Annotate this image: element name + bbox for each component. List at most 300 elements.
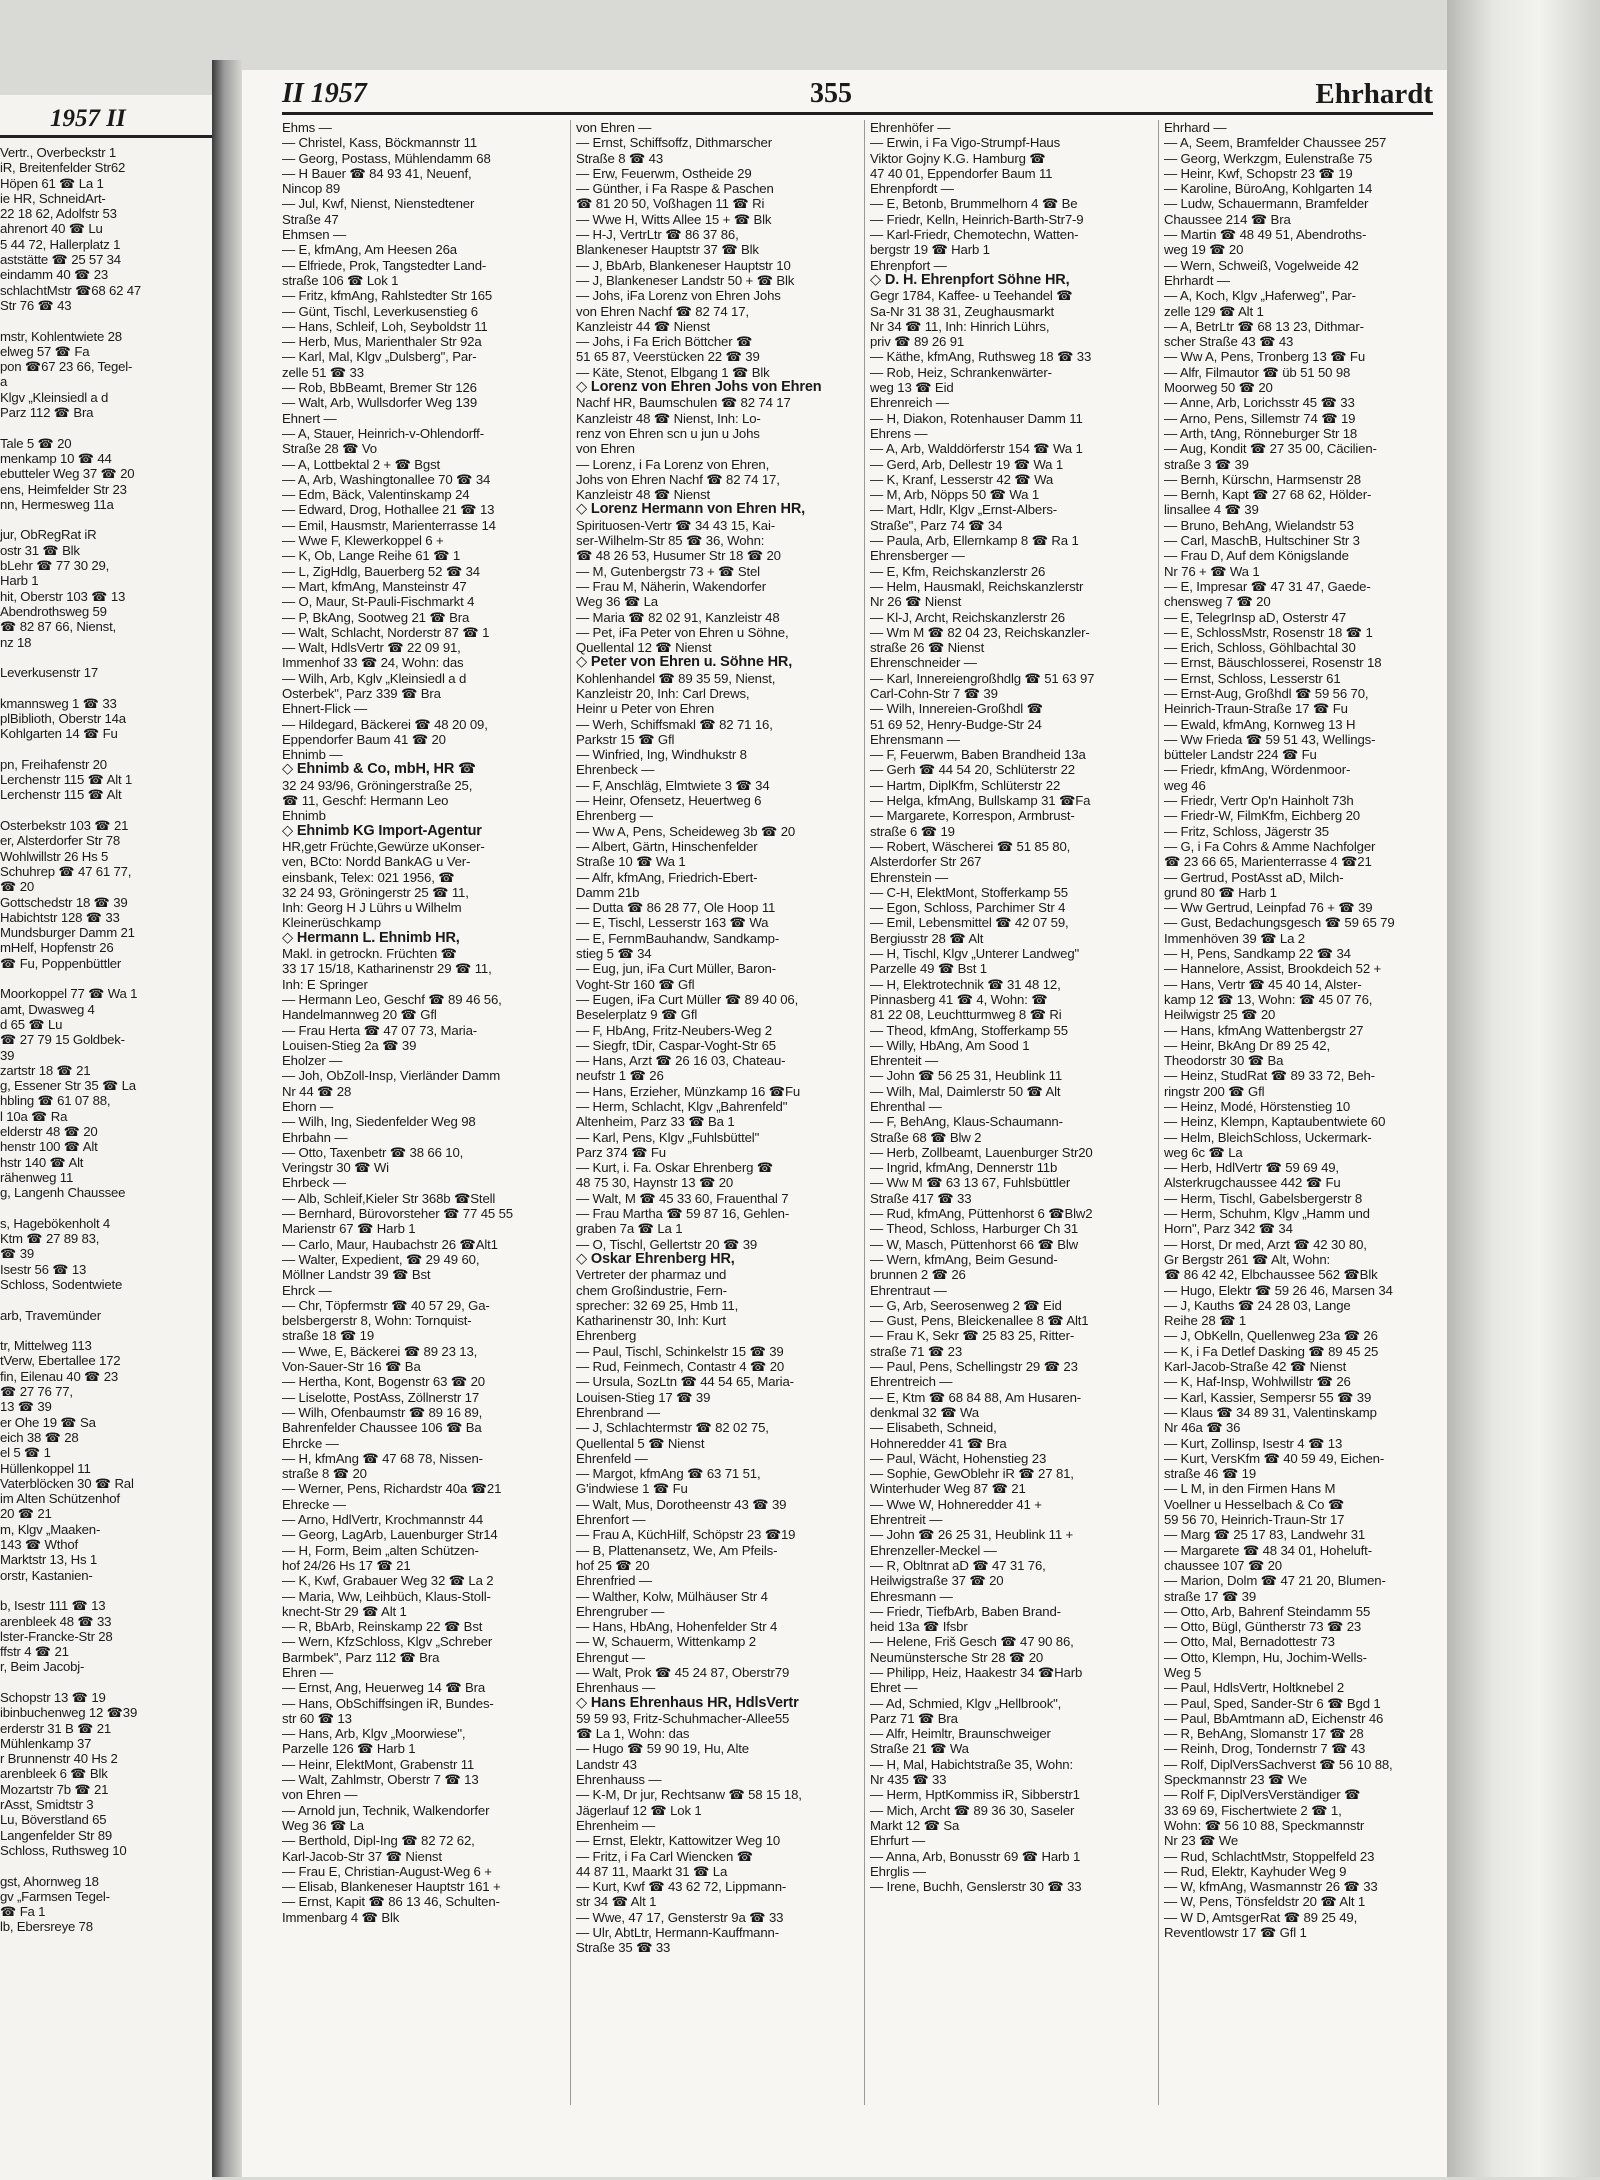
directory-entry-line: grund 80 ☎ Harb 1: [1164, 884, 1277, 900]
directory-entry-line: Johs von Ehren Nachf ☎ 82 74 17,: [576, 471, 780, 487]
directory-entry-line: Barmbek", Parz 112 ☎ Bra: [282, 1649, 440, 1665]
directory-entry-line: — A, Arb, Walddörferstr 154 ☎ Wa 1: [870, 441, 1083, 457]
directory-entry-line: Heilwigstr 25 ☎ 20: [1164, 1007, 1276, 1023]
directory-entry-line: — L M, in den Firmen Hans M: [1164, 1481, 1336, 1497]
directory-entry-line: — H, Tischl, Klgv „Unterer Landweg": [870, 946, 1080, 962]
directory-entry-line: g, Essener Str 35 ☎ La: [0, 1078, 136, 1094]
directory-entry-line: Mundsburger Damm 21: [0, 925, 135, 941]
directory-entry-line: Ehrbeck —: [282, 1175, 346, 1191]
directory-entry-line: chem Großindustrie, Fern-: [576, 1282, 727, 1298]
directory-entry-line: — G, Arb, Seerosenweg 2 ☎ Eid: [870, 1297, 1062, 1313]
directory-entry-line: r Brunnenstr 40 Hs 2: [0, 1751, 118, 1767]
directory-entry-line: — Frau A, KüchHilf, Schöpstr 23 ☎19: [576, 1527, 796, 1543]
directory-entry-line: chensweg 7 ☎ 20: [1164, 594, 1271, 610]
directory-entry-line: — Ernst-Aug, Großhdl ☎ 59 56 70,: [1164, 685, 1369, 701]
header-volume-year: II 1957: [282, 78, 367, 109]
column-divider: [570, 120, 571, 2105]
directory-entry-line: bergstr 19 ☎ Harb 1: [870, 242, 990, 258]
directory-entry-line: — Christel, Kass, Böckmannstr 11: [282, 135, 478, 151]
directory-entry-line: — H, Form, Beim „alten Schützen-: [282, 1542, 479, 1558]
directory-entry-line: — M, Arb, Nöpps 50 ☎ Wa 1: [870, 487, 1040, 503]
directory-entry-line: — Wwe W, Hohneredder 41 +: [870, 1496, 1042, 1512]
directory-entry-line: — Edm, Bäck, Valentinskamp 24: [282, 487, 470, 503]
directory-entry-line: — O, Maur, St-Pauli-Fischmarkt 4: [282, 594, 475, 610]
directory-entry-line: chaussee 107 ☎ 20: [1164, 1557, 1282, 1573]
directory-entry-line: Straße 8 ☎ 43: [576, 150, 664, 166]
directory-entry-line: [0, 680, 205, 695]
directory-entry-line: — Bruno, BehAng, Wielandstr 53: [1164, 517, 1354, 533]
directory-entry-line: Höpen 61 ☎ La 1: [0, 175, 104, 191]
directory-entry-line: hof 24/26 Hs 17 ☎ 21: [282, 1557, 411, 1573]
directory-entry-line: — H-J, VertrLtr ☎ 86 37 86,: [576, 227, 739, 243]
directory-entry-line: — Walt, M ☎ 45 33 60, Frauenthal 7: [576, 1190, 789, 1206]
directory-entry-line: Kleinerüschkamp: [282, 915, 381, 931]
directory-entry-line: Immenbarg 4 ☎ Blk: [282, 1909, 400, 1925]
directory-entry-line: Straße 68 ☎ Blw 2: [870, 1129, 982, 1145]
directory-entry-line: priv ☎ 89 26 91: [870, 334, 965, 350]
directory-entry-line: — A, Seem, Bramfelder Chaussee 257: [1164, 135, 1387, 151]
directory-entry-line: — Edward, Drog, Hothallee 21 ☎ 13: [282, 502, 495, 518]
directory-entry-line: — Elisab, Blankeneser Hauptstr 161 +: [282, 1879, 501, 1895]
directory-entry-line: Gegr 1784, Kaffee- u Teehandel ☎: [870, 288, 1073, 304]
directory-entry-line: Nr 44 ☎ 28: [282, 1083, 352, 1099]
directory-entry-line: — A, Lottbektal 2 + ☎ Bgst: [282, 456, 441, 472]
directory-entry-line: — Erw, Feuerwm, Ostheide 29: [576, 165, 752, 181]
directory-entry-line: ☎ 27 76 77,: [0, 1384, 73, 1400]
directory-entry-line: erderstr 31 B ☎ 21: [0, 1720, 112, 1736]
directory-entry-line: — Frau K, Sekr ☎ 25 83 25, Ritter-: [870, 1328, 1075, 1344]
directory-entry-line: — Wwe, 47 17, Gensterstr 9a ☎ 33: [576, 1909, 784, 1925]
directory-entry-line: Winterhuder Weg 87 ☎ 21: [870, 1481, 1026, 1497]
directory-entry-line: Nr 435 ☎ 33: [870, 1772, 947, 1788]
directory-entry-line: hbling ☎ 61 07 88,: [0, 1093, 111, 1109]
directory-entry-line: — Elfriede, Prok, Tangstedter Land-: [282, 257, 487, 273]
directory-entry-line: Kanzleistr 20, Inh: Carl Drews,: [576, 685, 750, 701]
directory-entry-line: — Georg, Werkzgm, Eulenstraße 75: [1164, 150, 1373, 166]
directory-entry-line: — A, BetrLtr ☎ 68 13 23, Dithmar-: [1164, 318, 1364, 334]
directory-entry-line: Chaussee 214 ☎ Bra: [1164, 211, 1291, 227]
directory-entry-line: gv „Farmsen Tegel-: [0, 1888, 110, 1904]
directory-entry-line: von Ehren —: [576, 120, 652, 135]
directory-entry-line: — Hans, Erzieher, Münzkamp 16 ☎Fu: [576, 1083, 801, 1099]
directory-entry-line: — Mart, kfmAng, Mansteinstr 47: [282, 578, 467, 594]
directory-entry-line: Nr 46a ☎ 36: [1164, 1420, 1241, 1436]
directory-entry-line: — Hans, Arzt ☎ 26 16 03, Chateau-: [576, 1053, 786, 1069]
directory-entry-line: Parz 71 ☎ Bra: [870, 1710, 958, 1726]
directory-entry-line: Voellner u Hesselbach & Co ☎: [1164, 1496, 1345, 1512]
directory-entry-line: 20 ☎ 21: [0, 1506, 52, 1522]
directory-entry-line: — Frau D, Auf dem Königslande: [1164, 548, 1349, 564]
directory-entry-line: Louisen-Stieg 2a ☎ 39: [282, 1037, 417, 1053]
directory-entry-line: mHelf, Hopfenstr 26: [0, 940, 114, 956]
directory-entry-line: — Kurt, VersKfm ☎ 40 59 49, Eichen-: [1164, 1450, 1385, 1466]
directory-entry-line: — Ww Frieda ☎ 59 51 43, Wellings-: [1164, 731, 1376, 747]
directory-entry-line: Ehnert —: [282, 410, 337, 426]
directory-entry-line: Mühlenkamp 37: [0, 1735, 92, 1751]
directory-entry-line: 22 18 62, Adolfstr 53: [0, 206, 117, 222]
directory-entry-line: — Hildegard, Bäckerei ☎ 48 20 09,: [282, 716, 488, 732]
directory-entry-line: — Herb, HdlVertr ☎ 59 69 49,: [1164, 1160, 1339, 1176]
directory-entry-line: Klgv „Kleinsiedl a d: [0, 389, 109, 405]
directory-entry-line: — F, Feuerwm, Baben Brandheid 13a: [870, 747, 1086, 763]
directory-entry-line: Mozartstr 7b ☎ 21: [0, 1781, 109, 1797]
directory-entry-line: — Reinh, Drog, Tondernstr 7 ☎ 43: [1164, 1741, 1366, 1757]
directory-entry-line: Blankeneser Hauptstr 37 ☎ Blk: [576, 242, 759, 258]
directory-entry-line: — John ☎ 26 25 31, Heublink 11 +: [870, 1527, 1074, 1543]
directory-entry-line: Ehms —: [282, 120, 332, 135]
directory-entry-line: — Margarete ☎ 48 34 01, Hoheluft-: [1164, 1542, 1372, 1558]
directory-entry-line: — Elisabeth, Schneid,: [870, 1420, 997, 1436]
directory-entry-line: graben 7a ☎ La 1: [576, 1221, 683, 1237]
directory-entry-line: — Sophie, GewOblehr iR ☎ 27 81,: [870, 1466, 1074, 1482]
directory-entry-line: ☎ 20: [0, 879, 34, 895]
directory-entry-line: ☎ Fa 1: [0, 1904, 46, 1920]
directory-entry-line: Parkstr 15 ☎ Gfl: [576, 731, 675, 747]
directory-entry-line: Ehrenteit —: [870, 1053, 938, 1069]
directory-entry-line: — C-H, ElektMont, Stofferkamp 55: [870, 884, 1068, 900]
directory-entry-line: — Ww M ☎ 63 13 67, Fuhlsbüttler: [870, 1175, 1071, 1191]
directory-entry-line: — Hannelore, Assist, Brookdeich 52 +: [1164, 961, 1382, 977]
directory-entry-line: — Rolf, DiplVersSachverst ☎ 56 10 88,: [1164, 1756, 1393, 1772]
directory-entry-line: — Karl-Friedr, Chemotechn, Watten-: [870, 227, 1079, 243]
directory-entry-line: — W, Schauerm, Wittenkamp 2: [576, 1634, 756, 1650]
directory-entry-line: er, Alsterdorfer Str 78: [0, 833, 121, 849]
directory-entry-line: von Ehren: [576, 441, 635, 457]
directory-entry-line: lster-Francke-Str 28: [0, 1628, 113, 1644]
directory-entry-line: — Emil, Lebensmittel ☎ 42 07 59,: [870, 915, 1069, 931]
directory-entry-line: — Lorenz, i Fa Lorenz von Ehren,: [576, 456, 770, 472]
directory-entry-line: sprecher: 32 69 25, Hmb 11,: [576, 1297, 739, 1313]
directory-entry-line: — Georg, LagArb, Lauenburger Str14: [282, 1527, 498, 1543]
directory-entry-line: brunnen 2 ☎ 26: [870, 1267, 966, 1283]
directory-entry-line: belsbergerstr 8, Wohn: Tornquist-: [282, 1313, 472, 1329]
directory-entry-line: [0, 1200, 205, 1215]
directory-entry-line: — J, BbArb, Blankeneser Hauptstr 10: [576, 257, 791, 273]
directory-entry-line: — E, Impresar ☎ 47 31 47, Gaede-: [1164, 578, 1371, 594]
directory-entry-line: Ktm ☎ 27 89 83,: [0, 1231, 100, 1247]
directory-entry-line: [0, 1292, 205, 1307]
directory-entry-line: — Hugo, Elektr ☎ 59 26 46, Marsen 34: [1164, 1282, 1393, 1298]
directory-entry-line: Ehret —: [870, 1680, 918, 1696]
directory-entry-line: Pinnasberg 41 ☎ 4, Wohn: ☎: [870, 991, 1048, 1007]
directory-entry-line: — Käthe, kfmAng, Ruthsweg 18 ☎ 33: [870, 349, 1092, 365]
directory-entry-line: Ehrglis —: [870, 1863, 926, 1879]
directory-entry-line: Vaterblöcken 30 ☎ Ral: [0, 1475, 134, 1491]
directory-entry-line: ◇ Ehnimb & Co, mbH, HR ☎: [282, 762, 476, 778]
directory-entry-line: elderstr 48 ☎ 20: [0, 1124, 98, 1139]
directory-entry-line: Harb 1: [0, 573, 39, 589]
directory-entry-line: a: [0, 374, 8, 390]
directory-entry-line: Kanzleistr 48 ☎ Nienst, Inh: Lo-: [576, 410, 761, 426]
directory-entry-line: — Arno, Pens, Sillemstr 74 ☎ 19: [1164, 410, 1356, 426]
directory-entry-line: Viktor Gojny K.G. Hamburg ☎: [870, 150, 1046, 166]
directory-entry-line: — Wwe F, Klewerkoppel 6 +: [282, 533, 444, 549]
directory-entry-line: — Paul, Tischl, Schinkelstr 15 ☎ 39: [576, 1343, 784, 1359]
directory-entry-line: Neumünstersche Str 28 ☎ 20: [870, 1649, 1044, 1665]
directory-entry-line: nz 18: [0, 634, 32, 650]
directory-entry-line: — Marg ☎ 25 17 83, Landwehr 31: [1164, 1527, 1366, 1543]
directory-entry-line: — Günther, i Fa Raspe & Paschen: [576, 181, 774, 197]
directory-entry-line: — Mart, Hdlr, Klgv „Ernst-Albers-: [870, 502, 1058, 518]
directory-entry-line: — K, Haf-Insp, Wohlwillstr ☎ 26: [1164, 1374, 1351, 1390]
directory-entry-line: — Walther, Kolw, Mülhäuser Str 4: [576, 1588, 768, 1604]
directory-entry-line: r, Beim Jacobj-: [0, 1659, 85, 1675]
directory-entry-line: Ehrenheim —: [576, 1817, 655, 1833]
directory-entry-line: — E, FernmBauhandw, Sandkamp-: [576, 930, 780, 946]
directory-entry-line: Gottschedstr 18 ☎ 39: [0, 894, 128, 910]
directory-entry-line: — Ww Gertrud, Leinpfad 76 + ☎ 39: [1164, 900, 1373, 916]
directory-entry-line: — W D, AmtsgerRat ☎ 89 25 49,: [1164, 1909, 1358, 1925]
directory-entry-line: — Emil, Hausmstr, Marienterrasse 14: [282, 517, 496, 533]
directory-entry-line: — J, Schlachtermstr ☎ 82 02 75,: [576, 1420, 769, 1436]
left-page-column: [0, 145, 205, 2175]
directory-entry-line: — P, BkAng, Sootweg 21 ☎ Bra: [282, 609, 470, 625]
directory-entry-line: Ehrenschneider —: [870, 655, 977, 671]
directory-entry-line: — Gertrud, PostAsst aD, Milch-: [1164, 869, 1344, 885]
directory-entry-line: [0, 512, 205, 527]
directory-entry-line: — Herb, Mus, Marienthaler Str 92a: [282, 334, 482, 350]
column-divider: [1158, 120, 1159, 2105]
directory-entry-line: 32 24 93, Gröningerstr 25 ☎ 11,: [282, 884, 469, 900]
directory-entry-line: 59 59 93, Fritz-Schuhmacher-Allee55: [576, 1710, 790, 1726]
directory-entry-line: — E, TelegrInsp aD, Osterstr 47: [1164, 609, 1347, 625]
directory-entry-line: — Helm, Hausmakl, Reichskanzlerstr: [870, 578, 1084, 594]
directory-entry-line: — R, Obltnrat aD ☎ 47 31 76,: [870, 1557, 1046, 1573]
directory-entry-line: er Ohe 19 ☎ Sa: [0, 1414, 96, 1430]
directory-entry-line: Nincop 89: [282, 181, 341, 197]
directory-entry-line: — J, Blankeneser Landstr 50 + ☎ Blk: [576, 272, 795, 288]
directory-entry-line: Ehrenhauss —: [576, 1772, 662, 1788]
directory-entry-line: Ehrenfeld —: [576, 1450, 648, 1466]
directory-entry-line: denkmal 32 ☎ Wa: [870, 1404, 979, 1420]
directory-entry-line: — Friedr, Kelln, Heinrich-Barth-Str7-9: [870, 211, 1084, 227]
directory-entry-line: Schloss, Ruthsweg 10: [0, 1842, 127, 1858]
column-divider: [864, 120, 865, 2105]
directory-entry-line: — Winfried, Ing, Windhukstr 8: [576, 747, 747, 763]
directory-entry-line: Hüllenkoppel 11: [0, 1460, 91, 1476]
directory-entry-line: Kanzleistr 44 ☎ Nienst: [576, 318, 711, 334]
directory-entry-line: Quellental 12 ☎ Nienst: [576, 640, 712, 656]
directory-entry-line: [0, 742, 205, 757]
directory-entry-line: — K, Kranf, Lesserstr 42 ☎ Wa: [870, 471, 1054, 487]
directory-entry-line: — Ad, Schmied, Klgv „Hellbrook",: [870, 1695, 1062, 1711]
directory-entry-line: Ehrenfried —: [576, 1573, 652, 1589]
directory-entry-line: neufstr 1 ☎ 26: [576, 1068, 664, 1084]
directory-entry-line: — Mich, Archt ☎ 89 36 30, Saseler: [870, 1802, 1075, 1818]
directory-entry-line: — Wern, KfzSchloss, Klgv „Schreber: [282, 1634, 493, 1650]
directory-entry-line: fin, Eilenau 40 ☎ 23: [0, 1368, 119, 1384]
directory-entry-line: Ehrhardt —: [1164, 272, 1230, 288]
directory-entry-line: 51 69 52, Henry-Budge-Str 24: [870, 716, 1042, 732]
directory-entry-line: — Liselotte, PostAss, Zöllnerstr 17: [282, 1389, 480, 1405]
directory-entry-line: — Wwe H, Witts Allee 15 + ☎ Blk: [576, 211, 772, 227]
book-gutter: [212, 60, 242, 2177]
directory-entry-line: 81 22 08, Leuchtturmweg 8 ☎ Ri: [870, 1007, 1062, 1023]
directory-entry-line: straße 3 ☎ 39: [1164, 456, 1249, 472]
directory-entry-line: — Pet, iFa Peter von Ehren u Söhne,: [576, 624, 789, 640]
directory-entry-line: 39: [0, 1047, 15, 1063]
directory-entry-line: — K, Kwf, Grabauer Weg 32 ☎ La 2: [282, 1573, 494, 1589]
directory-entry-line: — Herm, Schuhm, Klgv „Hamm und: [1164, 1206, 1370, 1222]
directory-entry-line: — Friedr, kfmAng, Wördenmoor-: [1164, 762, 1351, 778]
directory-entry-line: ostr 31 ☎ Blk: [0, 542, 80, 558]
directory-entry-line: — Irene, Buchh, Genslerstr 30 ☎ 33: [870, 1879, 1082, 1895]
directory-entry-line: — Chr, Töpfermstr ☎ 40 57 29, Ga-: [282, 1297, 490, 1313]
directory-entry-line: m, Klgv „Maaken-: [0, 1521, 101, 1537]
directory-entry-line: — E, kfmAng, Am Heesen 26a: [282, 242, 457, 258]
directory-entry-line: — John ☎ 56 25 31, Heublink 11: [870, 1068, 1063, 1084]
directory-entry-line: — Ludw, Schauermann, Bramfelder: [1164, 196, 1369, 212]
directory-entry-line: Veringstr 30 ☎ Wi: [282, 1160, 389, 1176]
directory-entry-line: pon ☎67 23 66, Tegel-: [0, 359, 133, 375]
directory-entry-line: — Herm, Tischl, Gabelsbergerstr 8: [1164, 1190, 1363, 1206]
directory-entry-line: — Rud, Feinmech, Contastr 4 ☎ 20: [576, 1359, 785, 1375]
directory-entry-line: eindamm 40 ☎ 23: [0, 267, 108, 283]
directory-entry-line: — Frau E, Christian-August-Weg 6 +: [282, 1863, 492, 1879]
directory-entry-line: iR, Breitenfelder Str62: [0, 160, 126, 176]
directory-entry-line: — Hermann Leo, Geschf ☎ 89 46 56,: [282, 991, 502, 1007]
directory-entry-line: — Gust, Pens, Bleickenallee 8 ☎ Alt1: [870, 1313, 1089, 1329]
directory-column-3: [870, 120, 1156, 2105]
directory-entry-line: ser-Wilhelm-Str 85 ☎ 36, Wohn:: [576, 533, 765, 549]
directory-entry-line: — Philipp, Heiz, Haakestr 34 ☎Harb: [870, 1664, 1083, 1680]
directory-entry-line: [0, 971, 205, 986]
directory-entry-line: G'indwiese 1 ☎ Fu: [576, 1481, 688, 1497]
directory-entry-line: — Hans, Vertr ☎ 45 40 14, Alster-: [1164, 976, 1362, 992]
directory-entry-line: d 65 ☎ Lu: [0, 1016, 63, 1032]
directory-entry-line: Markt 12 ☎ Sa: [870, 1817, 960, 1833]
directory-entry-line: — Otto, Bügl, Güntherstr 73 ☎ 23: [1164, 1619, 1362, 1635]
directory-entry-line: — Rob, Heiz, Schrankenwärter-: [870, 364, 1052, 380]
directory-entry-line: Abendrothsweg 59: [0, 603, 107, 619]
directory-entry-line: Ehrenstein —: [870, 869, 949, 885]
directory-entry-line: — Walt, HdlsVertr ☎ 22 09 91,: [282, 640, 461, 656]
directory-entry-line: Ehrensmann —: [870, 731, 960, 747]
directory-entry-line: 33 69 69, Fischertwiete 2 ☎ 1,: [1164, 1802, 1342, 1818]
directory-entry-line: — Maria ☎ 82 02 91, Kanzleistr 48: [576, 609, 780, 625]
directory-entry-line: — Walt, Prok ☎ 45 24 87, Oberstr79: [576, 1664, 790, 1680]
directory-entry-line: Carl-Cohn-Str 7 ☎ 39: [870, 685, 998, 701]
directory-entry-line: — Alfr, Heimltr, Braunschweiger: [870, 1726, 1051, 1742]
directory-entry-line: weg 46: [1164, 777, 1206, 793]
directory-entry-line: — Johs, iFa Lorenz von Ehren Johs: [576, 288, 781, 304]
directory-entry-line: Handelmannweg 20 ☎ Gfl: [282, 1007, 437, 1023]
directory-entry-line: ibinbuchenweg 12 ☎39: [0, 1705, 138, 1721]
directory-entry-line: plBiblioth, Oberstr 14a: [0, 710, 126, 726]
directory-entry-line: Lerchenstr 115 ☎ Alt 1: [0, 772, 133, 788]
directory-entry-line: — F, Anschläg, Elmtwiete 3 ☎ 34: [576, 777, 770, 793]
directory-entry-line: — J, ObKelln, Quellenweg 23a ☎ 26: [1164, 1328, 1378, 1344]
directory-column-2: [576, 120, 862, 2105]
directory-entry-line: — Joh, ObZoll-Insp, Vierländer Damm: [282, 1068, 501, 1084]
directory-entry-line: — Frau M, Näherin, Wakendorfer: [576, 578, 766, 594]
directory-entry-line: Ehrengruber —: [576, 1603, 665, 1619]
directory-entry-line: ◇ Peter von Ehren u. Söhne HR,: [576, 655, 793, 671]
directory-entry-line: Moorweg 50 ☎ 20: [1164, 380, 1273, 396]
directory-entry-line: — Karl, Pens, Klgv „Fuhlsbüttel": [576, 1129, 760, 1145]
directory-entry-line: — Ernst, Kapit ☎ 86 13 46, Schulten-: [282, 1894, 500, 1910]
directory-entry-line: — Käte, Stenot, Elbgang 1 ☎ Blk: [576, 364, 770, 380]
directory-entry-line: — Maria, Ww, Leihbüch, Klaus-Stoll-: [282, 1588, 491, 1604]
directory-entry-line: Straße 28 ☎ Vo: [282, 441, 377, 457]
directory-entry-line: Ehnimb —: [282, 747, 343, 763]
directory-entry-line: — Kurt, Zollinsp, Isestr 4 ☎ 13: [1164, 1435, 1343, 1451]
directory-entry-line: Straße 35 ☎ 33: [576, 1940, 671, 1956]
directory-entry-line: — Wwe, E, Bäckerei ☎ 89 23 13,: [282, 1343, 478, 1359]
directory-entry-line: kamp 12 ☎ 13, Wohn: ☎ 45 07 76,: [1164, 991, 1373, 1007]
directory-entry-line: el 5 ☎ 1: [0, 1445, 51, 1461]
directory-entry-line: — Wilh, Mal, Daimlerstr 50 ☎ Alt: [870, 1083, 1061, 1099]
directory-entry-line: — J, Kauths ☎ 24 28 03, Lange: [1164, 1297, 1351, 1313]
directory-entry-line: — Heinz, Modé, Hörstenstieg 10: [1164, 1099, 1351, 1114]
directory-entry-line: [0, 650, 205, 665]
directory-entry-line: — Herm, HptKommiss iR, Sibberstr1: [870, 1787, 1080, 1803]
directory-entry-line: Immenhof 33 ☎ 24, Wohn: das: [282, 655, 464, 671]
directory-entry-line: — Rud, kfmAng, Püttenhorst 6 ☎Blw2: [870, 1206, 1093, 1222]
directory-entry-line: Tale 5 ☎ 20: [0, 435, 72, 451]
directory-entry-line: amt, Dwasweg 4: [0, 1001, 95, 1017]
directory-entry-line: Parz 374 ☎ Fu: [576, 1144, 666, 1160]
directory-entry-line: rAsst, Smidtstr 3: [0, 1797, 94, 1813]
directory-entry-line: g, Langenh Chaussee: [0, 1185, 126, 1201]
directory-entry-line: Ehrenhaus —: [576, 1680, 655, 1696]
directory-entry-line: — Alfr, Filmautor ☎ üb 51 50 98: [1164, 364, 1351, 380]
directory-entry-line: henstr 100 ☎ Alt: [0, 1139, 98, 1155]
directory-entry-line: stieg 5 ☎ 34: [576, 946, 652, 962]
directory-entry-line: — Wilh, Innereien-Großhdl ☎: [870, 701, 1043, 717]
directory-entry-line: — Arno, HdlVertr, Krochmannstr 44: [282, 1512, 484, 1528]
directory-entry-line: mstr, Kohlentwiete 28: [0, 328, 122, 344]
directory-entry-line: [0, 1583, 205, 1598]
directory-entry-line: lb, Ebersreye 78: [0, 1919, 93, 1935]
directory-entry-line: — Siegfr, tDir, Caspar-Voght-Str 65: [576, 1037, 776, 1053]
directory-entry-line: — W, Pens, Tönsfeldstr 20 ☎ Alt 1: [1164, 1894, 1366, 1910]
directory-entry-line: — H, Mal, Habichtstraße 35, Wohn:: [870, 1756, 1073, 1772]
directory-entry-line: Wohn: ☎ 56 10 88, Speckmannstr: [1164, 1817, 1365, 1833]
directory-entry-line: — E, Ktm ☎ 68 84 88, Am Husaren-: [870, 1389, 1081, 1405]
directory-entry-line: — Helene, Friš Gesch ☎ 47 90 86,: [870, 1634, 1074, 1650]
directory-entry-line: — Wilh, Ofenbaumstr ☎ 89 16 89,: [282, 1404, 483, 1420]
directory-entry-line: nn, Hermesweg 11a: [0, 496, 114, 512]
directory-entry-line: — Erwin, i Fa Vigo-Strumpf-Haus: [870, 135, 1061, 151]
directory-entry-line: 13 ☎ 39: [0, 1399, 52, 1415]
directory-entry-line: orstr, Kastanien-: [0, 1567, 93, 1583]
directory-entry-line: Nr 76 + ☎ Wa 1: [1164, 563, 1260, 579]
directory-entry-line: straße 8 ☎ 20: [282, 1466, 367, 1482]
directory-entry-line: — Margot, kfmAng ☎ 63 71 51,: [576, 1466, 761, 1482]
directory-entry-line: tVerw, Ebertallee 172: [0, 1353, 121, 1369]
directory-entry-line: Immenhöven 39 ☎ La 2: [1164, 930, 1305, 946]
directory-entry-line: Schuhrep ☎ 47 61 77,: [0, 863, 132, 879]
directory-entry-line: — Friedr, Vertr Op'n Hainholt 73h: [1164, 793, 1354, 809]
directory-entry-line: — Anne, Arb, Lorichsstr 45 ☎ 33: [1164, 395, 1355, 411]
directory-entry-line: zelle 51 ☎ 33: [282, 364, 364, 380]
directory-entry-line: Osterbek", Parz 339 ☎ Bra: [282, 685, 441, 701]
directory-entry-line: — Ewald, kfmAng, Kornweg 13 H: [1164, 716, 1356, 732]
directory-entry-line: Ehrentreich —: [870, 1374, 953, 1390]
directory-entry-line: — Ursula, SozLtn ☎ 44 54 65, Maria-: [576, 1374, 794, 1390]
directory-entry-line: — Hans, Arb, Klgv „Moorwiese",: [282, 1726, 466, 1742]
directory-entry-line: — M, Gutenbergstr 73 + ☎ Stel: [576, 563, 760, 579]
directory-entry-line: — Carlo, Maur, Haubachstr 26 ☎Alt1: [282, 1236, 498, 1252]
directory-entry-line: ebutteler Weg 37 ☎ 20: [0, 466, 135, 482]
directory-entry-line: — Ingrid, kfmAng, Dennerstr 11b: [870, 1160, 1058, 1176]
directory-entry-line: ☎ Fu, Poppenbüttler: [0, 955, 122, 971]
directory-entry-line: Reventlowstr 17 ☎ Gfl 1: [1164, 1925, 1307, 1941]
directory-entry-line: — A, Stauer, Heinrich-v-Ohlendorff-: [282, 425, 484, 441]
directory-entry-line: Ehrenpfordt —: [870, 181, 954, 197]
directory-entry-line: ◇ Hans Ehrenhaus HR, HdlsVertr: [576, 1695, 799, 1711]
